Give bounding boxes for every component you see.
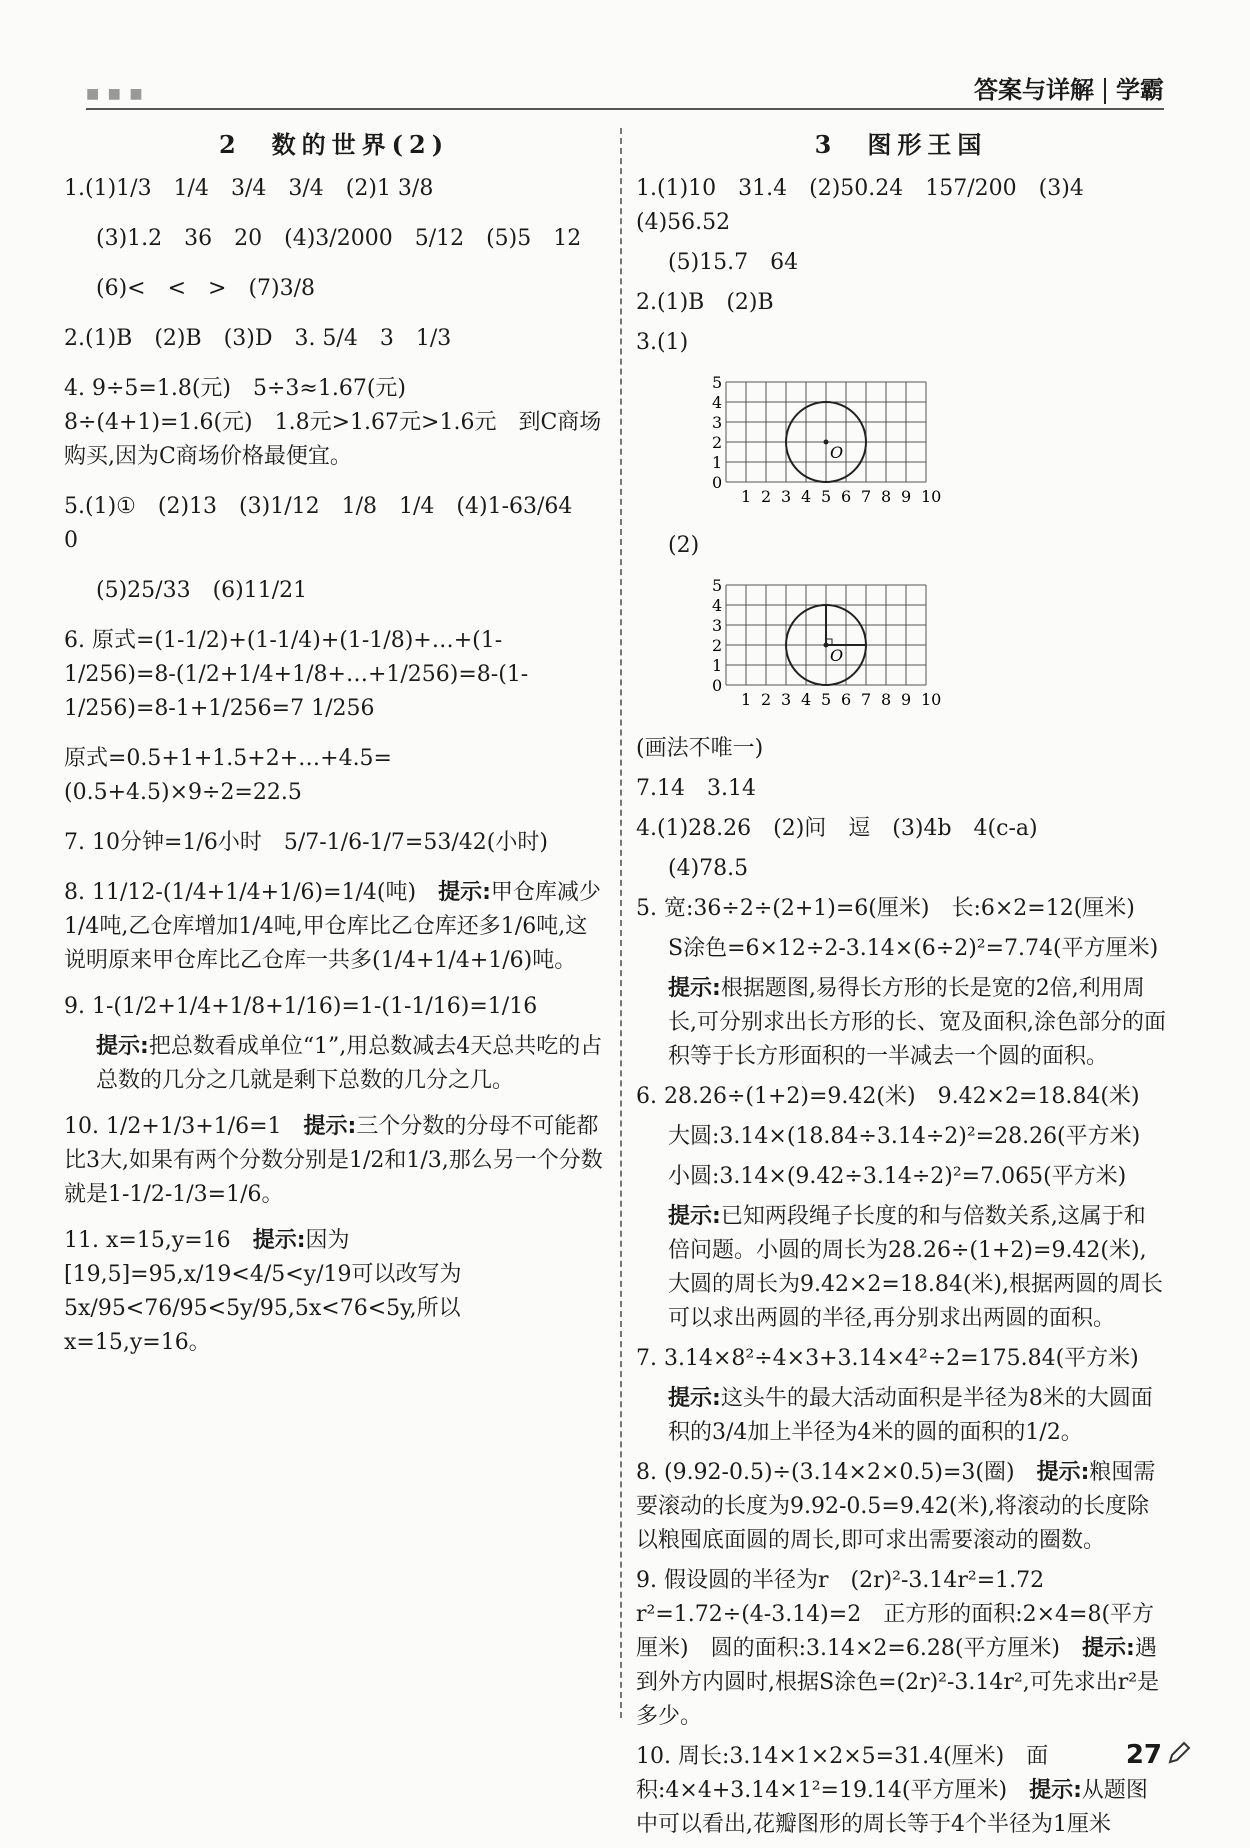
answer-r7: 7. 3.14×8²÷4×3+3.14×4²÷2=175.84(平方米) — [636, 1346, 1139, 1371]
center-label: O — [830, 646, 844, 665]
x-tick-label: 10 — [921, 690, 942, 709]
x-tick-label: 1 — [741, 690, 752, 709]
answer-7: 7. 10分钟=1/6小时 5/7-1/6-1/7=53/42(小时) — [64, 830, 548, 855]
y-tick-label: 3 — [712, 413, 723, 432]
column-divider — [620, 128, 622, 1718]
y-tick-label: 4 — [712, 596, 723, 615]
center-point — [824, 440, 829, 445]
hint-9: 提示:把总数看成单位“1”,用总数减去4天总共吃的占总数的几分之几就是剩下总数的几分之几。 — [96, 1034, 603, 1093]
right-section-title: 3 图形王国 — [814, 130, 988, 159]
answer-r1-a: 1.(1)10 31.4 (2)50.24 157/200 (3)4 (4)56.52 — [636, 176, 1106, 235]
answer-r8: 8. (9.92-0.5)÷(3.14×2×0.5)=3(圈) 提示:粮囤需要滚动的长度为9.92-0.5=9.42(米),将滚动的长度除以粮囤底面圆的周长,即可求出需要滚动的圈数。 — [636, 1460, 1156, 1553]
x-tick-label: 6 — [841, 690, 852, 709]
pencil-icon — [1166, 1740, 1192, 1766]
page-number: 27 — [1125, 1740, 1162, 1770]
answer-1-c: (6)< < > (7)3/8 — [96, 276, 316, 301]
answer-1-b: (3)1.2 36 20 (4)3/2000 5/12 (5)5 12 — [96, 226, 582, 251]
answer-r6-a: 6. 28.26÷(1+2)=9.42(米) 9.42×2=18.84(米) — [636, 1084, 1140, 1109]
x-tick-label: 8 — [881, 690, 892, 709]
answer-10: 10. 1/2+1/3+1/6=1 提示:三个分数的分母不可能都比3大,如果有两个分数分别是1/2和1/3,那么另一个分数就是1-1/2-1/3=1/6。 — [64, 1114, 603, 1207]
grid-figure-2 — [696, 575, 956, 715]
answer-r1-b: (5)15.7 64 — [668, 250, 799, 275]
x-tick-label: 4 — [801, 487, 812, 506]
right-column — [636, 128, 1166, 1848]
y-tick-label: 0 — [712, 473, 723, 492]
brand-logo: 学霸 — [1116, 76, 1164, 104]
center-label: O — [830, 443, 844, 462]
x-tick-label: 4 — [801, 690, 812, 709]
grid-figure-1 — [696, 372, 956, 512]
answer-r2: 2.(1)B (2)B — [636, 290, 774, 315]
answer-5-a: 5.(1)① (2)13 (3)1/12 1/8 1/4 (4)1-63/64 0 — [64, 494, 595, 553]
x-tick-label: 9 — [901, 487, 912, 506]
x-tick-label: 5 — [821, 690, 832, 709]
x-tick-label: 6 — [841, 487, 852, 506]
answer-11: 11. x=15,y=16 提示:因为[19,5]=95,x/19<4/5<y/19可以改写为5x/95<76/95<5y/95,5x<76<5y,所以x=15,y=16。 — [64, 1228, 462, 1355]
x-tick-label: 2 — [761, 487, 772, 506]
x-tick-label: 5 — [821, 487, 832, 506]
header-right — [974, 70, 1164, 105]
x-tick-label: 1 — [741, 487, 752, 506]
hint-r7: 提示:这头牛的最大活动面积是半径为8米的大圆面积的3/4加上半径为4米的圆的面积的1/2。 — [668, 1386, 1153, 1445]
hint-r5: 提示:根据题图,易得长方形的长是宽的2倍,利用周长,可分别求出长方形的长、宽及面积,涂色部分的面积等于长方形面积的一半减去一个圆的面积。 — [668, 976, 1166, 1069]
answer-r9: 9. 假设圆的半径为r (2r)²-3.14r²=1.72 r²=1.72÷(4-3.14)=2 正方形的面积:2×4=8(平方厘米) 圆的面积:3.14×2=6.28(平方厘米) 提示:遇到外方内圆时,根据S涂色=(2r)²-3.14r²,可先求出r²是多少。 — [636, 1568, 1160, 1729]
y-tick-label: 5 — [712, 373, 723, 392]
y-tick-label: 0 — [712, 676, 723, 695]
brand-marks: ■ ■ ■ — [86, 86, 145, 102]
x-tick-label: 7 — [861, 690, 872, 709]
x-tick-label: 7 — [861, 487, 872, 506]
answer-2-3: 2.(1)B (2)B (3)D 3. 5/4 3 1/3 — [64, 326, 452, 351]
x-tick-label: 3 — [781, 487, 792, 506]
x-tick-label: 2 — [761, 690, 772, 709]
answer-8: 8. 11/12-(1/4+1/4+1/6)=1/4(吨) 提示:甲仓库减少1/4吨,乙仓库增加1/4吨,甲仓库比乙仓库还多1/6吨,这说明原来甲仓库比乙仓库一共多(1/4+1/4+1/6)吨。 — [64, 880, 601, 973]
hint-8: 甲仓库减少1/4吨,乙仓库增加1/4吨,甲仓库比乙仓库还多1/6吨,这说明原来甲仓库比乙仓库一共多(1/4+1/4+1/6)吨。 — [64, 880, 601, 973]
answer-r5-b: S涂色=6×12÷2-3.14×(6÷2)²=7.74(平方厘米) — [668, 936, 1159, 961]
page-header — [86, 68, 1164, 110]
y-tick-label: 3 — [712, 616, 723, 635]
answer-4: 4. 9÷5=1.8(元) 5÷3≈1.67(元) 8÷(4+1)=1.6(元) 1.8元>1.67元>1.6元 到C商场购买,因为C商场价格最便宜。 — [64, 376, 602, 469]
answer-r5-a: 5. 宽:36÷2÷(2+1)=6(厘米) 长:6×2=12(厘米) — [636, 896, 1135, 921]
y-tick-label: 2 — [712, 433, 723, 452]
answer-9: 9. 1-(1/2+1/4+1/8+1/16)=1-(1-1/16)=1/16 — [64, 994, 538, 1019]
answer-r3-values: 7.14 3.14 — [636, 776, 756, 801]
y-tick-label: 2 — [712, 636, 723, 655]
answer-r10: 10. 周长:3.14×1×2×5=31.4(厘米) 面积:4×4+3.14×1²=19.14(平方厘米) 提示:从题图中可以看出,花瓣图形的周长等于4个半径为1厘米 — [636, 1744, 1148, 1837]
x-tick-label: 9 — [901, 690, 912, 709]
answer-r6-c: 小圆:3.14×(9.42÷3.14÷2)²=7.065(平方米) — [668, 1164, 1127, 1189]
answer-r3-2: (2) — [668, 533, 700, 558]
y-tick-label: 1 — [712, 453, 723, 472]
answer-r3-note: (画法不唯一) — [636, 736, 764, 761]
x-tick-label: 3 — [781, 690, 792, 709]
answer-r6-b: 大圆:3.14×(18.84÷3.14÷2)²=28.26(平方米) — [668, 1124, 1141, 1149]
left-section-title: 2 数的世界(2) — [218, 130, 450, 159]
answer-r4-b: (4)78.5 — [668, 856, 749, 881]
y-tick-label: 1 — [712, 656, 723, 675]
answer-6-b: 原式=0.5+1+1.5+2+…+4.5=(0.5+4.5)×9÷2=22.5 — [64, 746, 392, 805]
x-tick-label: 8 — [881, 487, 892, 506]
hint-r6: 提示:已知两段绳子长度的和与倍数关系,这属于和倍问题。小圆的周长为28.26÷(1+2)=9.42(米),大圆的周长为9.42×2=18.84(米),根据两圆的周长可以求出两圆的半径,再分别求出两圆的面积。 — [668, 1204, 1163, 1331]
answer-5-b: (5)25/33 (6)11/21 — [96, 578, 308, 603]
left-column — [64, 128, 604, 1366]
x-tick-label: 10 — [921, 487, 942, 506]
answer-1-a: 1.(1)1/3 1/4 3/4 3/4 (2)1 3/8 — [64, 176, 434, 201]
answer-r3-1: 3.(1) — [636, 330, 689, 355]
answer-label: 答案与详解 — [974, 76, 1094, 104]
answer-6-a: 6. 原式=(1-1/2)+(1-1/4)+(1-1/8)+…+(1-1/256)=8-(1/2+1/4+1/8+…+1/256)=8-(1-1/256)=8-1+1/256=7 1/256 — [64, 628, 529, 721]
answer-r4-a: 4.(1)28.26 (2)问 逗 (3)4b 4(c-a) — [636, 816, 1038, 841]
y-tick-label: 4 — [712, 393, 723, 412]
y-tick-label: 5 — [712, 576, 723, 595]
